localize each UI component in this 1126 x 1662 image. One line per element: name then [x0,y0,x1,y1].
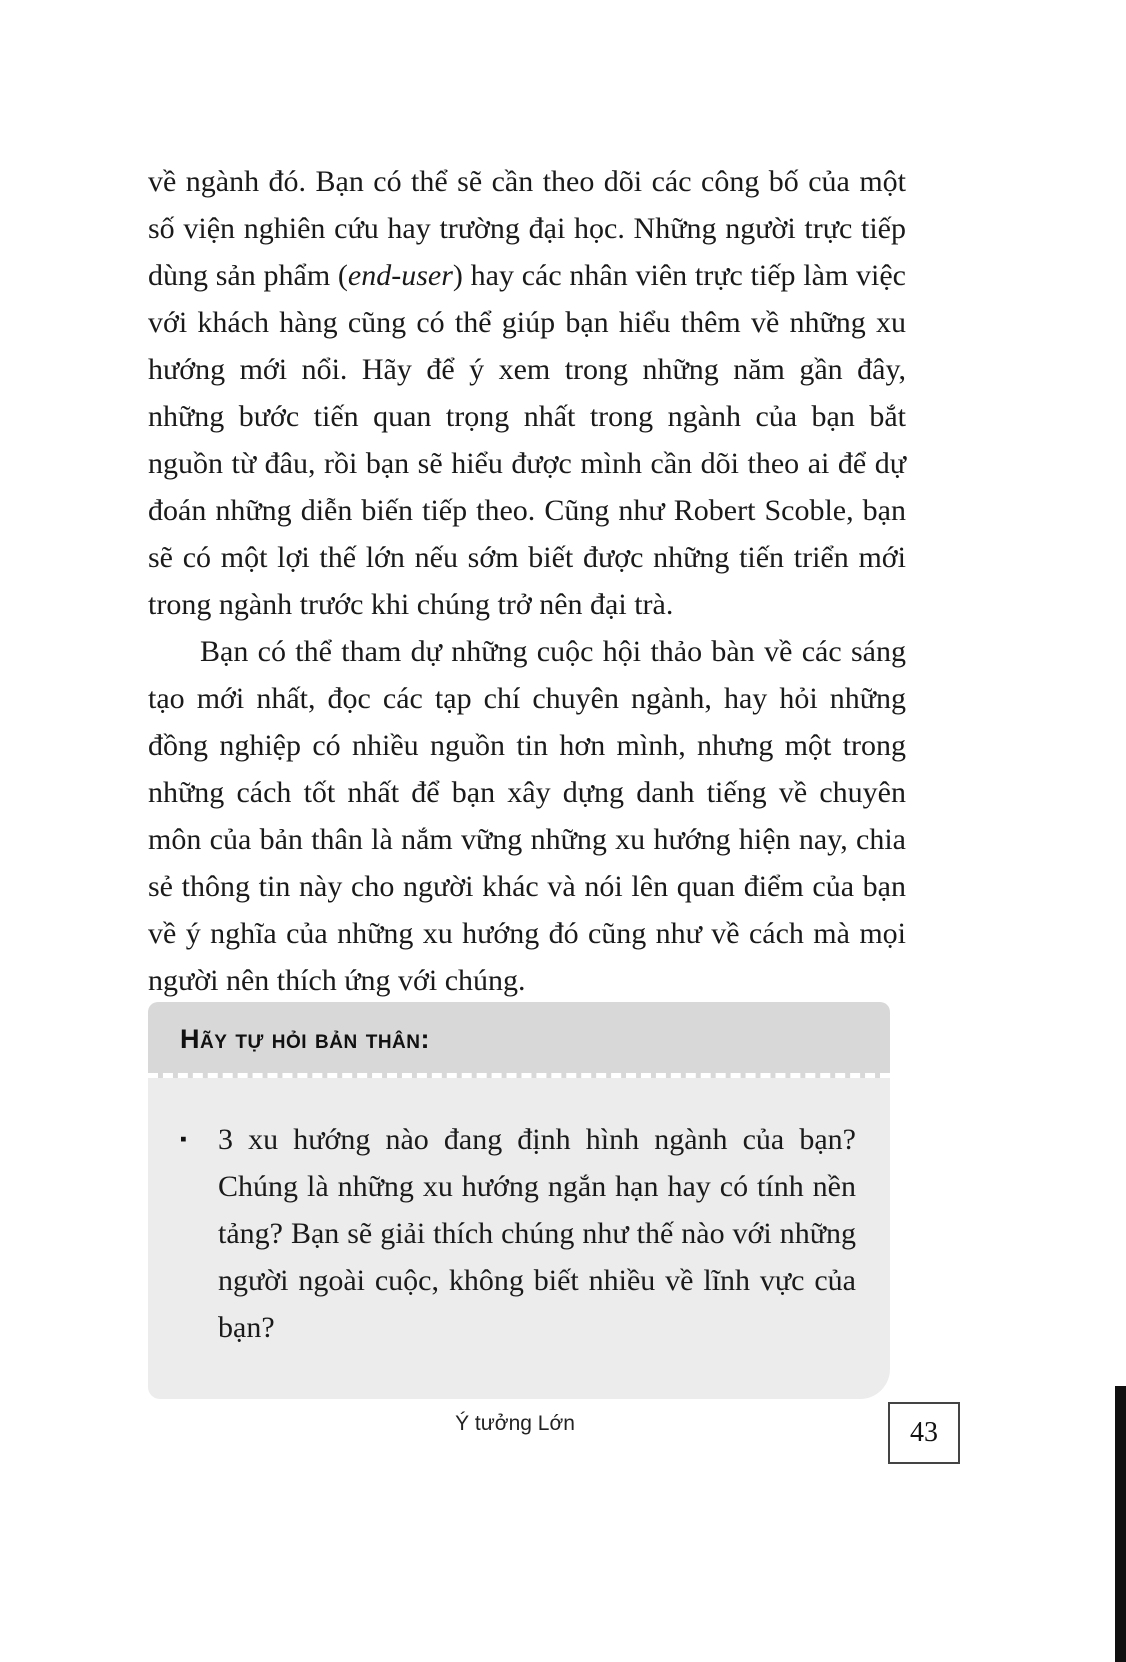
paragraph [148,158,906,628]
page-number: 43 [910,1417,938,1448]
bullet-list [180,1116,856,1351]
paragraph: Bạn có thể tham dự những cuộc hội thảo bàn về các sáng tạo mới nhất, đọc các tạp chí chuyên ngành, hay hỏi những đồng nghiệp có nhiều nguồn tin hơn mình, nhưng một trong những cách tốt nhất để bạn xây dựng danh tiếng về chuyên môn của bản thân là nắm vững những xu hướng hiện nay, chia sẻ thông tin này cho người khác và nói lên quan điểm của bạn về ý nghĩa của những xu hướng đó cũng như về cách mà mọi người nên thích ứng với chúng. [148,635,906,997]
footer-book-title: Ý tưởng Lớn [455,1412,575,1435]
callout-box [148,1002,890,1399]
callout-header [148,1002,890,1078]
text-run: ) hay các nhân viên trực tiếp làm việc với khách hàng cũng có thể giúp bạn hiểu thêm về những xu hướng mới nổi. Hãy để ý xem trong những năm gần đây, những bước tiến quan trọng nhất trong ngành của bạn bắt nguồn từ đâu, rồi bạn sẽ hiểu được mình cần dõi theo ai để dự đoán những diễn biến tiếp theo. Cũng như Robert Scoble, bạn sẽ có một lợi thế lớn nếu sớm biết được những tiến triển mới trong ngành trước khi chúng trở nên đại trà. [148,259,906,621]
callout-title: Hãy tự hỏi bản thân: [180,1024,430,1054]
page-number-box [888,1402,960,1464]
page-edge-mark [1115,1386,1126,1662]
bullet-text: 3 xu hướng nào đang định hình ngành của bạn? Chúng là những xu hướng ngắn hạn hay có tính nền tảng? Bạn sẽ giải thích chúng như thế nào với những người ngoài cuộc, không biết nhiều về lĩnh vực của bạn? [218,1123,856,1344]
bullet-square-icon: ▪ [180,1129,187,1150]
callout-body [148,1078,890,1399]
italic-term: end-user [347,259,453,292]
body-text [148,158,906,1004]
text-run: về ngành đó. Bạn có thể sẽ cần theo dõi các công bố của một số viện nghiên cứu hay trường đại học. Những người trực tiếp dùng sản phẩm ( [148,165,906,292]
bullet-item [180,1116,856,1351]
